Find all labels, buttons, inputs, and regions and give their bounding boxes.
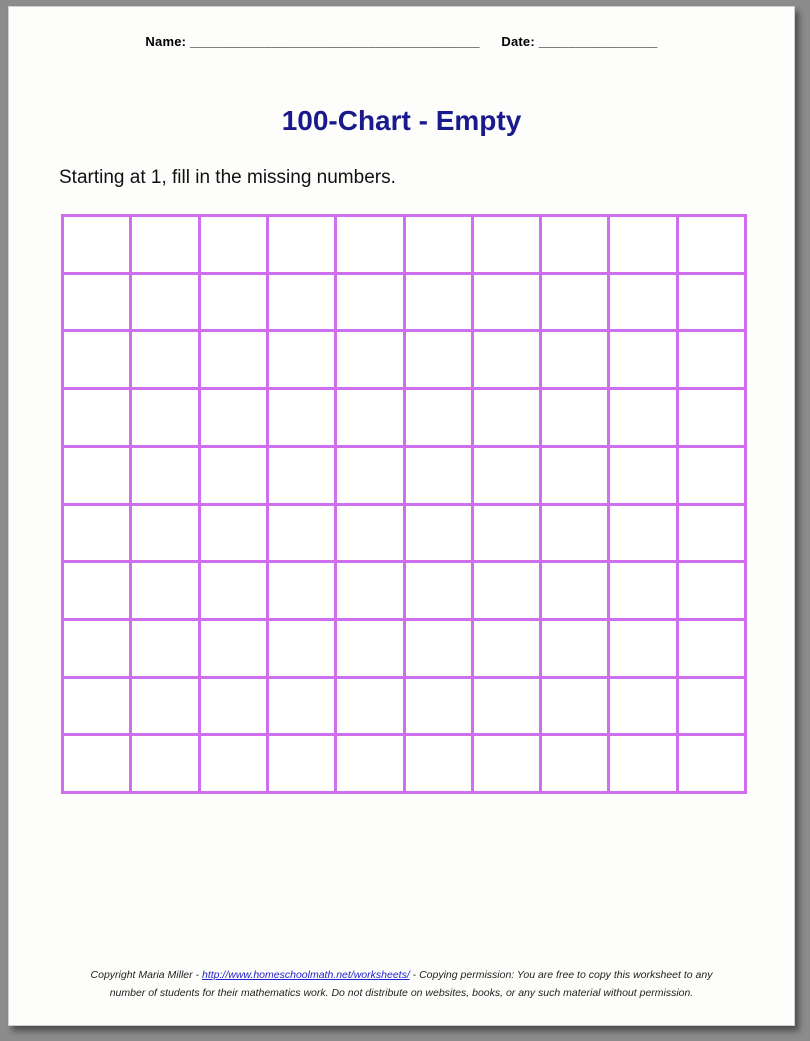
grid-cell[interactable] <box>201 390 269 448</box>
grid-cell[interactable] <box>542 332 610 390</box>
copyright-footer <box>9 967 794 1003</box>
grid-cell[interactable] <box>201 275 269 333</box>
grid-cell[interactable] <box>201 736 269 794</box>
grid-cell[interactable] <box>610 275 678 333</box>
name-date-header <box>9 34 794 49</box>
grid-cell[interactable] <box>64 736 132 794</box>
grid-cell[interactable] <box>337 448 405 506</box>
grid-cell[interactable] <box>269 621 337 679</box>
grid-cell[interactable] <box>132 506 200 564</box>
grid-cell[interactable] <box>679 217 747 275</box>
grid-cell[interactable] <box>337 217 405 275</box>
grid-cell[interactable] <box>679 275 747 333</box>
grid-cell[interactable] <box>542 563 610 621</box>
grid-cell[interactable] <box>64 275 132 333</box>
worksheet-page <box>8 6 795 1026</box>
grid-cell[interactable] <box>64 679 132 737</box>
grid-cell[interactable] <box>474 332 542 390</box>
grid-cell[interactable] <box>201 217 269 275</box>
grid-cell[interactable] <box>406 563 474 621</box>
grid-cell[interactable] <box>406 621 474 679</box>
grid-cell[interactable] <box>269 390 337 448</box>
copyright-prefix: Copyright Maria Miller - <box>90 969 202 982</box>
grid-cell[interactable] <box>337 679 405 737</box>
grid-cell[interactable] <box>201 506 269 564</box>
grid-cell[interactable] <box>269 679 337 737</box>
grid-cell[interactable] <box>610 506 678 564</box>
grid-cell[interactable] <box>679 621 747 679</box>
grid-cell[interactable] <box>337 621 405 679</box>
grid-cell[interactable] <box>679 736 747 794</box>
hundred-chart-grid <box>61 214 747 794</box>
grid-cell[interactable] <box>610 448 678 506</box>
grid-cell[interactable] <box>337 506 405 564</box>
grid-cell[interactable] <box>542 506 610 564</box>
grid-cell[interactable] <box>337 736 405 794</box>
grid-cell[interactable] <box>132 390 200 448</box>
grid-cell[interactable] <box>64 621 132 679</box>
grid-cell[interactable] <box>542 448 610 506</box>
grid-cell[interactable] <box>201 563 269 621</box>
grid-cell[interactable] <box>474 390 542 448</box>
copyright-line-2: number of students for their mathematics work. Do not distribute on websites, books, or any such material without permission. <box>109 987 694 1000</box>
grid-cell[interactable] <box>337 390 405 448</box>
grid-cell[interactable] <box>679 563 747 621</box>
grid-cell[interactable] <box>542 275 610 333</box>
grid-cell[interactable] <box>610 679 678 737</box>
grid-cell[interactable] <box>406 390 474 448</box>
grid-cell[interactable] <box>542 679 610 737</box>
grid-cell[interactable] <box>201 621 269 679</box>
grid-cell[interactable] <box>337 275 405 333</box>
grid-cell[interactable] <box>132 563 200 621</box>
grid-cell[interactable] <box>679 506 747 564</box>
date-field-label: Date: ________________ <box>501 34 658 49</box>
grid-cell[interactable] <box>474 448 542 506</box>
name-field-label: Name: _______________________________________ <box>145 34 480 49</box>
grid-cell[interactable] <box>201 448 269 506</box>
grid-cell[interactable] <box>132 332 200 390</box>
grid-cell[interactable] <box>269 217 337 275</box>
grid-cell[interactable] <box>64 506 132 564</box>
grid-cell[interactable] <box>474 275 542 333</box>
grid-cell[interactable] <box>406 217 474 275</box>
grid-cell[interactable] <box>474 563 542 621</box>
grid-cell[interactable] <box>132 736 200 794</box>
grid-cell[interactable] <box>64 448 132 506</box>
grid-cell[interactable] <box>474 679 542 737</box>
instruction-text: Starting at 1, fill in the missing numbers. <box>59 167 396 188</box>
grid-cell[interactable] <box>132 275 200 333</box>
grid-cell[interactable] <box>64 390 132 448</box>
grid-cell[interactable] <box>64 563 132 621</box>
grid-cell[interactable] <box>610 621 678 679</box>
grid-cell[interactable] <box>679 390 747 448</box>
grid-cell[interactable] <box>201 332 269 390</box>
grid-cell[interactable] <box>406 332 474 390</box>
grid-cell[interactable] <box>406 275 474 333</box>
grid-cell[interactable] <box>201 679 269 737</box>
grid-cell[interactable] <box>269 736 337 794</box>
grid-cell[interactable] <box>269 563 337 621</box>
grid-cell[interactable] <box>679 448 747 506</box>
grid-cell[interactable] <box>610 332 678 390</box>
grid-cell[interactable] <box>132 448 200 506</box>
grid-cell[interactable] <box>542 390 610 448</box>
grid-cell[interactable] <box>337 332 405 390</box>
grid-cell[interactable] <box>406 736 474 794</box>
grid-cell[interactable] <box>269 275 337 333</box>
grid-cell[interactable] <box>474 506 542 564</box>
grid-cell[interactable] <box>132 679 200 737</box>
grid-cell[interactable] <box>132 217 200 275</box>
grid-cell[interactable] <box>406 679 474 737</box>
grid-cell[interactable] <box>474 217 542 275</box>
grid-cell[interactable] <box>610 736 678 794</box>
grid-cell[interactable] <box>679 679 747 737</box>
grid-cell[interactable] <box>337 563 405 621</box>
grid-cell[interactable] <box>610 563 678 621</box>
grid-cell[interactable] <box>269 332 337 390</box>
grid-cell[interactable] <box>64 217 132 275</box>
grid-cell[interactable] <box>406 506 474 564</box>
worksheet-site-link[interactable]: http://www.homeschoolmath.net/worksheets/ <box>201 969 410 982</box>
grid-cell[interactable] <box>64 332 132 390</box>
grid-cell[interactable] <box>269 448 337 506</box>
grid-cell[interactable] <box>474 736 542 794</box>
copyright-suffix: - Copying permission: You are free to copy this worksheet to any <box>409 969 713 982</box>
grid-cell[interactable] <box>132 621 200 679</box>
grid-cell[interactable] <box>269 506 337 564</box>
grid-cell[interactable] <box>679 332 747 390</box>
page-title: 100-Chart - Empty <box>281 105 522 136</box>
grid-cell[interactable] <box>406 448 474 506</box>
grid-cell[interactable] <box>542 736 610 794</box>
grid-cell[interactable] <box>610 390 678 448</box>
grid-cell[interactable] <box>542 217 610 275</box>
grid-cell[interactable] <box>542 621 610 679</box>
grid-cell[interactable] <box>474 621 542 679</box>
grid-cell[interactable] <box>610 217 678 275</box>
